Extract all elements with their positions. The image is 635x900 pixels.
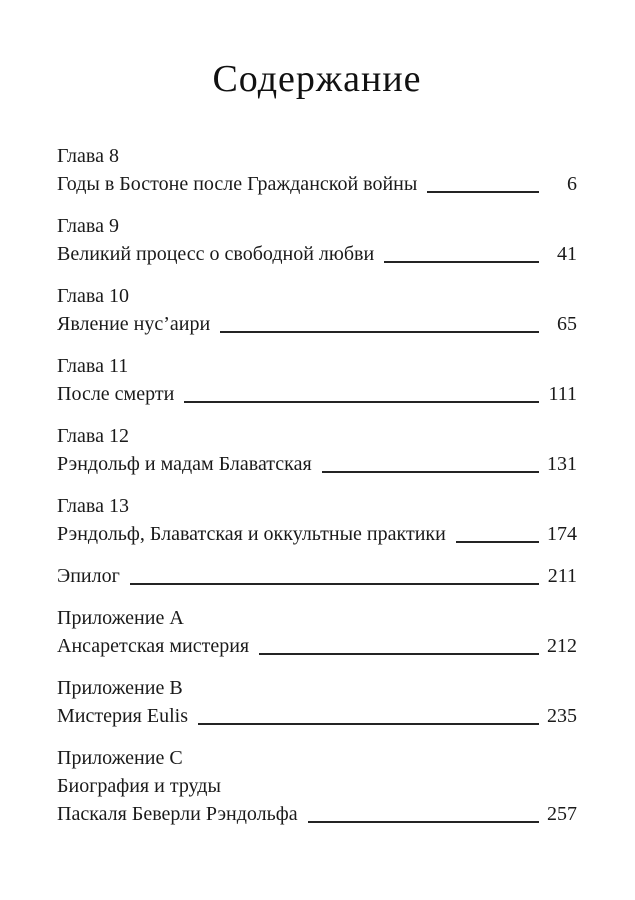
chapter-label: Приложение B	[57, 677, 183, 699]
chapter-title: Великий процесс о свободной любви	[57, 243, 375, 265]
toc-entry-row	[57, 632, 577, 660]
toc-entry	[57, 604, 577, 660]
chapter-title: Рэндольф, Блаватская и оккультные практики	[57, 523, 446, 545]
chapter-title: Эпилог	[57, 565, 120, 587]
chapter-label: Приложение C	[57, 747, 183, 769]
leader-line	[427, 191, 539, 193]
page-number: 212	[547, 635, 577, 657]
leader-line	[184, 401, 539, 403]
chapter-title: Рэндольф и мадам Блаватская	[57, 453, 312, 475]
leader-line	[130, 583, 539, 585]
toc-entry	[57, 282, 577, 338]
chapter-title: Паскаля Беверли Рэндольфа	[57, 803, 298, 825]
leader-line	[198, 723, 539, 725]
leader-line	[220, 331, 539, 333]
leader-line	[456, 541, 539, 543]
toc-entry	[57, 744, 577, 828]
chapter-title-line: Биография и труды	[57, 775, 221, 797]
toc-entry	[57, 142, 577, 198]
page-number: 41	[557, 243, 577, 265]
page-number: 174	[547, 523, 577, 545]
toc-entry-row	[57, 170, 577, 198]
toc-list	[57, 142, 577, 828]
page-number: 257	[547, 803, 577, 825]
leader-line	[308, 821, 539, 823]
page-number: 111	[548, 383, 577, 405]
chapter-label: Глава 12	[57, 425, 129, 447]
chapter-title: Явление нус’аири	[57, 313, 211, 335]
toc-entry-row	[57, 240, 577, 268]
toc-entry	[57, 492, 577, 548]
chapter-label: Глава 11	[57, 355, 129, 377]
page-number: 211	[547, 565, 577, 587]
toc-entry	[57, 422, 577, 478]
chapter-label: Приложение A	[57, 607, 184, 629]
chapter-title: Ансаретская мистерия	[57, 635, 250, 657]
toc-entry-row	[57, 310, 577, 338]
leader-line	[384, 261, 539, 263]
chapter-title: Годы в Бостоне после Гражданской войны	[57, 173, 418, 195]
chapter-label: Глава 8	[57, 145, 119, 167]
leader-line	[259, 653, 539, 655]
chapter-label: Глава 13	[57, 495, 129, 517]
leader-line	[322, 471, 539, 473]
page-number: 65	[557, 313, 577, 335]
toc-entry-row	[57, 520, 577, 548]
toc-entry-row	[57, 800, 577, 828]
chapter-title: Мистерия Eulis	[57, 705, 188, 727]
toc-entry	[57, 562, 577, 590]
page-number: 235	[547, 705, 577, 727]
page-number: 6	[567, 173, 577, 195]
chapter-title: После смерти	[57, 383, 175, 405]
toc-entry-row	[57, 380, 577, 408]
toc-entry-row	[57, 450, 577, 478]
toc-entry	[57, 352, 577, 408]
toc-entry	[57, 674, 577, 730]
page-number: 131	[547, 453, 577, 475]
chapter-label: Глава 10	[57, 285, 129, 307]
chapter-label: Глава 9	[57, 215, 119, 237]
page-title: Содержание	[212, 58, 422, 100]
toc-entry	[57, 212, 577, 268]
toc-entry-row	[57, 702, 577, 730]
toc-entry-row	[57, 562, 577, 590]
